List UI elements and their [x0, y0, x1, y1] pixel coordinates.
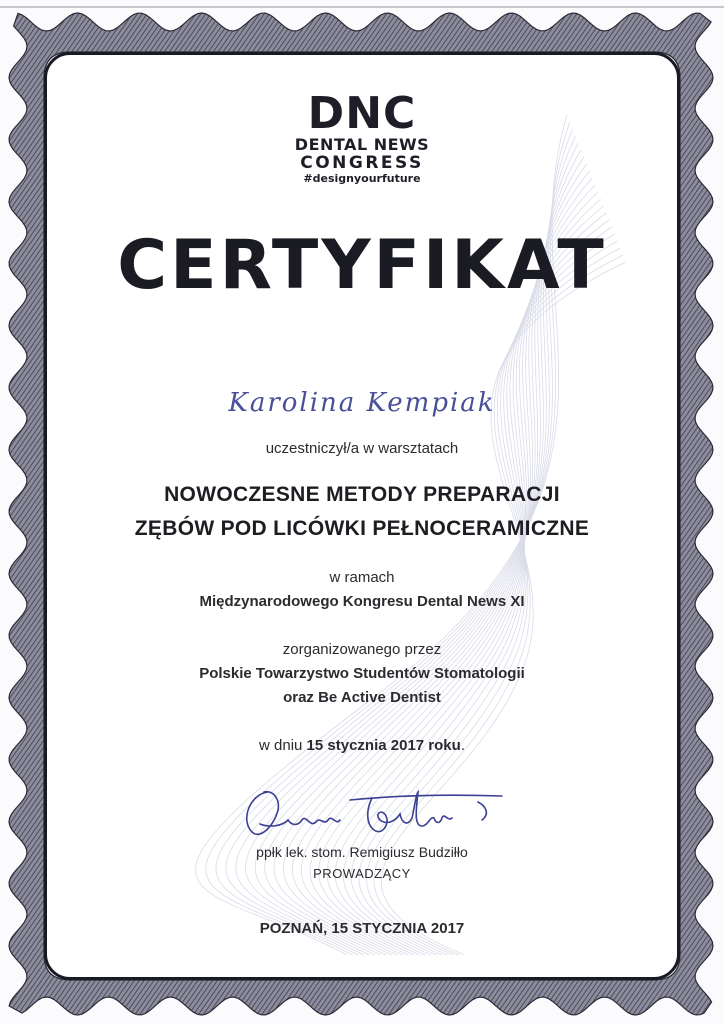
date-line: [0, 737, 724, 754]
logo-line-dental-news: DENTAL NEWS: [294, 135, 430, 154]
dnc-logo: [0, 88, 724, 186]
course-title: [0, 478, 724, 546]
organized-by-text: zorganizowanego przez: [282, 641, 442, 658]
course-title-line-1: NOWOCZESNE METODY PREPARACJI: [164, 483, 560, 506]
organizers-line-2: oraz Be Active Dentist: [283, 689, 441, 706]
participation-text: uczestniczył/a w warsztatach: [265, 440, 459, 457]
organizers-line-1: Polskie Towarzystwo Studentów Stomatologii: [199, 665, 525, 682]
logo-line-congress: CONGRESS: [300, 153, 424, 173]
handwritten-signature: [190, 780, 520, 850]
event-date: 15 stycznia 2017 roku: [306, 737, 461, 754]
certificate-title: CERTYFIKAT: [117, 226, 607, 305]
place-and-date: POZNAŃ, 15 STYCZNIA 2017: [259, 920, 465, 937]
logo-mark: DNC: [307, 88, 417, 139]
frame-intro-text: w ramach: [329, 569, 395, 586]
date-prefix: w dniu: [259, 737, 303, 754]
date-suffix: .: [460, 737, 465, 754]
logo-hashtag: #designyourfuture: [303, 172, 421, 185]
signatory-role: PROWADZĄCY: [313, 866, 411, 881]
signatory-name: ppłk lek. stom. Remigiusz Budziłło: [256, 844, 468, 860]
recipient-name-handwritten: Karolina Kempiak: [228, 388, 496, 418]
congress-name: Międzynarodowego Kongresu Dental News XI: [199, 593, 525, 610]
course-title-line-2: ZĘBÓW POD LICÓWKI PEŁNOCERAMICZNE: [134, 517, 590, 540]
